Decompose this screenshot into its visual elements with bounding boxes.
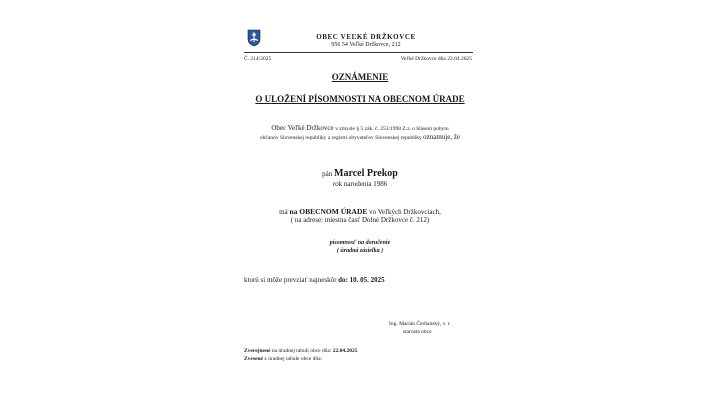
notice-subtitle: O ULOŽENÍ PÍSOMNOSTI NA OBECNOM ÚRADE [255,94,465,104]
removed-text: z úradnej tabule obce dňa: [264,356,323,362]
office-name: na OBECNOM ÚRADE [289,207,368,216]
intro-verb: oznamuje, že [423,133,461,141]
office-address: ( na adrese: miestna časť Dolné Držkovce č. 212) [290,216,430,224]
notice-title: OZNÁMENIE [331,72,389,82]
document-kind: ( úradná zásielka ) [336,248,384,254]
office-line [0,207,720,216]
removed-line [244,356,322,362]
municipality-title: OBEC VEĽKÉ DRŽKOVCE [316,33,416,41]
pickup-deadline [244,276,385,284]
signatory-role: starosta obce [403,329,432,335]
published-line [244,348,358,354]
recipient-line [0,168,720,179]
reference-number: Č. 214/2025 [244,56,272,62]
recipient-name: Marcel Prekop [334,168,398,179]
salutation: pán [322,170,333,178]
intro-line-2 [0,133,720,141]
published-date: 22.04.2025 [332,348,358,354]
municipality-address: 956 54 Veľké Držkovce, 212 [331,42,401,48]
intro-line-2-text: občanov Slovenskej republiky a registri obyvateľov Slovenskej republiky [259,135,422,141]
recipient-birth-year: rok narodenia 1986 [332,180,388,188]
intro-line-1 [0,124,720,132]
published-label: Zverejnené [244,348,271,354]
signatory-name: Ing. Marián Čerňanský, v. r. [389,321,451,327]
office-pre: má [279,208,288,216]
intro-lead: Obec Veľké Držkovce [271,124,334,132]
document-type: písomnosť na doručenie [329,240,391,246]
header-divider [244,52,473,53]
published-text: na úradnej tabuli obce dňa: [271,348,332,354]
pickup-text: ktorú si môže prevziať najneskôr [244,276,337,284]
office-post: vo Veľkých Držkovciach, [369,208,441,216]
removed-label: Zvesené [244,356,263,362]
intro-rest: v zmysle § 5 zák. č. 253/1998 Z.z. o hlásení pobytu [335,126,449,132]
place-and-date: Veľké Držkovce dňa 22.04.2025 [400,56,472,62]
pickup-date: do: 10. 05. 2025 [338,276,385,284]
